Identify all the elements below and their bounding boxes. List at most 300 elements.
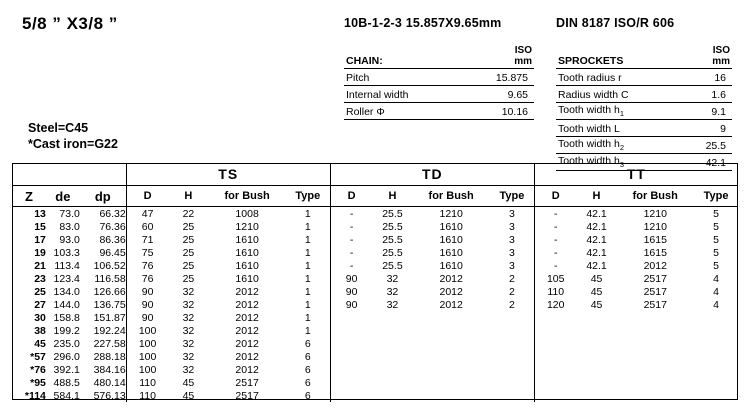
td-cell-type: 3	[508, 207, 515, 220]
col-header-td-h: H	[373, 186, 413, 207]
col-header-tt-bush: for Bush	[616, 186, 694, 207]
table-row	[12, 285, 738, 298]
cell-de: 488.5	[53, 376, 80, 389]
tt-cell-type: 5	[713, 259, 719, 272]
ts-cell-bush: 1610	[235, 233, 259, 246]
table-row	[12, 311, 738, 324]
ts-cell-bush: 2517	[235, 376, 259, 389]
cell-z: 25	[34, 285, 46, 298]
ts-cell-bush: 2012	[235, 324, 259, 337]
td-cell-bush: 1610	[439, 246, 463, 259]
td-cell-d	[330, 337, 372, 350]
sprocket-row-value: 9	[683, 120, 732, 137]
col-header-td-bush: for Bush	[412, 186, 490, 207]
tt-cell-bush: 2517	[643, 298, 667, 311]
tt-cell-d	[534, 376, 576, 389]
col-header-ts-h: H	[169, 186, 209, 207]
ts-cell-bush: 2012	[235, 285, 259, 298]
col-header-ts-bush: for Bush	[208, 186, 286, 207]
ts-cell-h: 22	[182, 207, 195, 220]
tt-cell-h: 45	[590, 298, 603, 311]
tt-cell-bush	[616, 363, 694, 376]
tt-cell-bush: 1210	[643, 220, 667, 233]
tt-cell-h: 42.1	[586, 246, 607, 259]
col-header-tt-d: D	[534, 186, 576, 207]
ts-cell-bush: 1610	[235, 246, 259, 259]
ts-cell-h: 25	[182, 220, 195, 233]
tt-cell-h: 42.1	[586, 259, 607, 272]
cell-z: *76	[30, 363, 46, 376]
group-header-ts: TS	[126, 163, 330, 186]
ts-cell-bush: 2012	[235, 363, 259, 376]
sprocket-row-value: 16	[683, 69, 732, 86]
td-cell-h: 25.5	[382, 259, 403, 272]
tt-cell-bush	[616, 376, 694, 389]
cell-dp: 66.32	[99, 207, 126, 220]
td-cell-h	[373, 389, 413, 402]
td-cell-type	[490, 376, 534, 389]
cell-z: 21	[34, 259, 46, 272]
ts-cell-type: 1	[304, 272, 311, 285]
cell-z: 38	[34, 324, 46, 337]
td-cell-h	[373, 311, 413, 324]
col-header-tt-h: H	[577, 186, 617, 207]
cell-de: 235.0	[53, 337, 80, 350]
cell-dp: 480.14	[93, 376, 126, 389]
table-row	[12, 259, 738, 272]
ts-cell-h: 32	[182, 285, 195, 298]
cell-z: *95	[30, 376, 46, 389]
chain-row-label: Pitch	[344, 69, 462, 86]
tt-cell-d	[534, 324, 576, 337]
tt-cell-type	[694, 324, 738, 337]
td-cell-type: 2	[508, 298, 515, 311]
tt-cell-h	[577, 337, 617, 350]
tt-cell-d: -	[534, 207, 576, 221]
td-cell-h: 25.5	[382, 207, 403, 220]
td-cell-h: 25.5	[382, 246, 403, 259]
col-header-td-type: Type	[490, 186, 534, 207]
td-cell-type	[490, 311, 534, 324]
tt-cell-h: 45	[590, 272, 603, 285]
td-cell-bush: 1610	[439, 220, 463, 233]
td-cell-h: 32	[386, 285, 399, 298]
td-cell-type: 3	[508, 233, 515, 246]
ts-cell-type: 1	[304, 233, 311, 246]
tt-cell-bush: 2012	[643, 259, 667, 272]
sprocket-spec-title: DIN 8187 ISO/R 606	[556, 16, 675, 30]
ts-cell-h: 32	[182, 337, 195, 350]
sprocket-spec-table	[556, 44, 732, 171]
cell-dp: 76.36	[99, 220, 126, 233]
tt-cell-type: 4	[713, 272, 719, 285]
td-cell-bush: 1610	[439, 259, 463, 272]
tt-cell-bush	[616, 350, 694, 363]
ts-cell-d: 76	[126, 259, 168, 272]
ts-cell-h: 32	[182, 311, 195, 324]
td-cell-h: 32	[386, 272, 399, 285]
tt-cell-bush	[616, 311, 694, 324]
tt-cell-bush	[616, 389, 694, 402]
td-cell-d: -	[330, 207, 372, 221]
cell-dp: 96.45	[99, 246, 126, 259]
ts-cell-type: 6	[304, 337, 311, 350]
ts-cell-h: 45	[182, 376, 195, 389]
col-header-dp: dp	[80, 186, 126, 207]
ts-cell-h: 45	[182, 389, 195, 402]
cell-de: 134.0	[53, 285, 80, 298]
sprocket-row-value: 42.1	[683, 154, 732, 171]
cell-dp: 192.24	[93, 324, 126, 337]
ts-cell-d: 75	[126, 246, 168, 259]
col-header-tt-type: Type	[694, 186, 738, 207]
td-cell-d	[330, 389, 372, 402]
td-cell-h	[373, 363, 413, 376]
col-header-ts-d: D	[126, 186, 168, 207]
td-cell-h	[373, 350, 413, 363]
cell-z: *114	[24, 389, 46, 402]
tt-cell-type: 5	[713, 233, 719, 246]
cell-dp: 227.58	[93, 337, 126, 350]
td-cell-d	[330, 363, 372, 376]
table-row	[12, 389, 738, 402]
cell-dp: 288.18	[93, 350, 126, 363]
cell-dp: 384.16	[93, 363, 126, 376]
td-cell-type: 3	[508, 246, 515, 259]
ts-cell-type: 1	[304, 311, 311, 324]
td-cell-d: 90	[330, 272, 372, 285]
ts-cell-type: 1	[304, 207, 311, 220]
chain-row	[344, 103, 534, 120]
ts-cell-d: 47	[126, 207, 168, 221]
tt-cell-bush: 2517	[643, 272, 667, 285]
td-cell-bush	[412, 337, 490, 350]
table-row	[12, 246, 738, 259]
td-cell-d: 90	[330, 298, 372, 311]
ts-cell-bush: 1008	[235, 207, 259, 220]
table-row	[12, 376, 738, 389]
ts-cell-type: 1	[304, 285, 311, 298]
tt-cell-bush	[616, 324, 694, 337]
ts-cell-h: 32	[182, 363, 195, 376]
tt-cell-type: 5	[713, 207, 719, 220]
material-line-2: *Cast iron=G22	[28, 137, 118, 151]
tt-cell-bush	[616, 337, 694, 350]
tt-cell-d: -	[534, 233, 576, 246]
ts-cell-d: 90	[126, 298, 168, 311]
cell-dp: 126.66	[93, 285, 126, 298]
ts-cell-h: 25	[182, 259, 195, 272]
ts-cell-d: 76	[126, 272, 168, 285]
ts-cell-d: 90	[126, 285, 168, 298]
tt-cell-h: 42.1	[586, 220, 607, 233]
tt-cell-type: 4	[713, 285, 719, 298]
ts-cell-bush: 2012	[235, 298, 259, 311]
cell-z: 13	[34, 207, 46, 220]
sprocket-row	[556, 137, 732, 154]
cell-de: 296.0	[53, 350, 80, 363]
td-cell-bush: 2012	[439, 298, 463, 311]
td-cell-bush	[412, 311, 490, 324]
tt-cell-h: 45	[590, 285, 603, 298]
td-cell-type	[490, 324, 534, 337]
sprocket-row-label: Tooth width $h_3$	[556, 154, 683, 171]
tt-cell-type	[694, 376, 738, 389]
group-header-row	[12, 163, 738, 186]
chain-row	[344, 69, 534, 86]
td-cell-d	[330, 376, 372, 389]
tt-cell-type: 4	[713, 298, 719, 311]
td-cell-type	[490, 389, 534, 402]
tt-cell-type: 5	[713, 220, 719, 233]
cell-dp: 136.75	[93, 298, 126, 311]
tt-cell-type	[694, 363, 738, 376]
ts-cell-bush: 2012	[235, 337, 259, 350]
cell-de: 73.0	[59, 207, 80, 220]
col-header-de: de	[46, 186, 80, 207]
tt-cell-h	[577, 311, 617, 324]
sprocket-row-label: Radius width C	[556, 86, 683, 103]
ts-cell-bush: 2012	[235, 311, 259, 324]
ts-cell-type: 6	[304, 389, 311, 402]
td-cell-bush	[412, 389, 490, 402]
cell-z: 30	[34, 311, 46, 324]
table-row	[12, 363, 738, 376]
cell-dp: 151.87	[93, 311, 126, 324]
td-cell-bush: 2012	[439, 285, 463, 298]
ts-cell-d: 100	[126, 324, 168, 337]
ts-cell-d: 60	[126, 220, 168, 233]
sprocket-row	[556, 86, 732, 103]
tt-cell-d: 110	[534, 285, 576, 298]
td-cell-h	[373, 337, 413, 350]
ts-cell-bush: 1210	[235, 220, 259, 233]
td-cell-type: 2	[508, 272, 515, 285]
td-cell-bush	[412, 324, 490, 337]
tt-cell-d	[534, 337, 576, 350]
ts-cell-type: 6	[304, 350, 311, 363]
ts-cell-bush: 2012	[235, 350, 259, 363]
tt-cell-h	[577, 324, 617, 337]
ts-cell-h: 32	[182, 350, 195, 363]
ts-cell-d: 110	[126, 376, 168, 389]
td-cell-h: 32	[386, 298, 399, 311]
tt-cell-bush: 1210	[643, 207, 667, 220]
sprocket-row-value: 9.1	[683, 103, 732, 120]
ts-cell-type: 1	[304, 298, 311, 311]
tt-cell-h	[577, 363, 617, 376]
td-cell-type: 3	[508, 220, 515, 233]
ts-cell-bush: 2517	[235, 389, 259, 402]
sprocket-unit-header: ISO mm	[683, 44, 732, 69]
td-cell-bush	[412, 350, 490, 363]
tt-cell-h	[577, 350, 617, 363]
td-cell-h	[373, 324, 413, 337]
td-cell-h: 25.5	[382, 220, 403, 233]
table-row	[12, 298, 738, 311]
sprocket-row	[556, 120, 732, 137]
td-cell-type: 3	[508, 259, 515, 272]
ts-cell-type: 6	[304, 363, 311, 376]
ts-cell-bush: 1610	[235, 272, 259, 285]
ts-cell-h: 25	[182, 233, 195, 246]
dimension-table	[12, 163, 738, 402]
cell-de: 144.0	[53, 298, 80, 311]
tt-cell-d	[534, 350, 576, 363]
td-cell-d	[330, 324, 372, 337]
chain-spec-table	[344, 44, 534, 120]
cell-de: 199.2	[53, 324, 80, 337]
tt-cell-d	[534, 363, 576, 376]
ts-cell-h: 25	[182, 246, 195, 259]
td-cell-d	[330, 311, 372, 324]
tt-cell-d	[534, 311, 576, 324]
ts-cell-type: 6	[304, 376, 311, 389]
td-cell-type	[490, 363, 534, 376]
ts-cell-d: 100	[126, 337, 168, 350]
chain-row	[344, 86, 534, 103]
sprocket-row-value: 1.6	[683, 86, 732, 103]
table-row	[12, 324, 738, 337]
td-cell-type: 2	[508, 285, 515, 298]
tt-cell-type: 5	[713, 246, 719, 259]
ts-cell-type: 1	[304, 259, 311, 272]
cell-dp: 106.52	[93, 259, 126, 272]
td-cell-type	[490, 337, 534, 350]
column-header-row	[12, 186, 738, 207]
cell-de: 93.0	[59, 233, 80, 246]
ts-cell-d: 110	[126, 389, 168, 402]
chain-row-value: 9.65	[462, 86, 534, 103]
sprocket-row-label: Tooth width L	[556, 120, 683, 137]
chain-section-label: CHAIN:	[344, 44, 462, 69]
material-notes	[28, 120, 118, 152]
sprocket-row-value: 25.5	[683, 137, 732, 154]
table-row	[12, 207, 738, 221]
tt-cell-h	[577, 389, 617, 402]
ts-cell-h: 32	[182, 324, 195, 337]
td-cell-bush: 2012	[439, 272, 463, 285]
cell-z: 27	[34, 298, 46, 311]
col-header-z: Z	[12, 186, 46, 207]
chain-spec-title: 10B-1-2-3 15.857X9.65mm	[344, 16, 502, 30]
table-row	[12, 272, 738, 285]
td-cell-bush: 1210	[439, 207, 463, 220]
cell-de: 83.0	[59, 220, 80, 233]
cell-de: 158.8	[53, 311, 80, 324]
col-header-td-d: D	[330, 186, 372, 207]
tt-cell-d: 120	[534, 298, 576, 311]
tt-cell-bush: 2517	[643, 285, 667, 298]
cell-dp: 576.13	[93, 389, 126, 402]
tt-cell-d: -	[534, 246, 576, 259]
cell-de: 113.4	[54, 259, 80, 272]
chain-unit-header: ISO mm	[462, 44, 534, 69]
tt-cell-type	[694, 350, 738, 363]
table-row	[12, 220, 738, 233]
cell-z: 17	[34, 233, 46, 246]
tt-cell-bush: 1615	[643, 233, 667, 246]
td-cell-bush	[412, 363, 490, 376]
cell-z: 15	[34, 220, 46, 233]
ts-cell-h: 25	[182, 272, 195, 285]
td-cell-d: -	[330, 259, 372, 272]
td-cell-d: -	[330, 233, 372, 246]
group-header-tt: TT	[534, 163, 738, 186]
td-cell-bush: 1610	[439, 233, 463, 246]
td-cell-d: -	[330, 246, 372, 259]
table-row	[12, 337, 738, 350]
tt-cell-type	[694, 311, 738, 324]
ts-cell-type: 1	[304, 220, 311, 233]
sprocket-row	[556, 69, 732, 86]
tt-cell-bush: 1615	[643, 246, 667, 259]
sprocket-section-label: SPROCKETS	[556, 44, 683, 69]
ts-cell-d: 71	[126, 233, 168, 246]
td-cell-d: -	[330, 220, 372, 233]
chain-row-value: 15.875	[462, 69, 534, 86]
td-cell-bush	[412, 376, 490, 389]
cell-z: 45	[34, 337, 46, 350]
ts-cell-d: 100	[126, 350, 168, 363]
ts-cell-bush: 1610	[235, 259, 259, 272]
chain-row-label: Internal width	[344, 86, 462, 103]
cell-z: *57	[30, 350, 46, 363]
ts-cell-d: 90	[126, 311, 168, 324]
sprocket-row	[556, 103, 732, 120]
cell-z: 23	[34, 272, 46, 285]
cell-dp: 116.58	[94, 272, 126, 285]
td-cell-type	[490, 350, 534, 363]
tt-cell-h: 42.1	[586, 233, 607, 246]
sprocket-row-label: Tooth radius r	[556, 69, 683, 86]
sprocket-row-label: Tooth width $h_2$	[556, 137, 683, 154]
cell-de: 584.1	[53, 389, 80, 402]
tt-cell-d: -	[534, 259, 576, 272]
tt-cell-d: -	[534, 220, 576, 233]
cell-z: 19	[34, 246, 46, 259]
ts-cell-d: 100	[126, 363, 168, 376]
cell-de: 392.1	[53, 363, 80, 376]
table-row	[12, 350, 738, 363]
td-cell-h: 25.5	[382, 233, 403, 246]
td-cell-d: 90	[330, 285, 372, 298]
material-line-1: Steel=C45	[28, 121, 89, 135]
tt-cell-h: 42.1	[586, 207, 607, 220]
tt-cell-h	[577, 376, 617, 389]
tt-cell-type	[694, 389, 738, 402]
chain-row-value: 10.16	[462, 103, 534, 120]
chain-row-label: Roller Φ	[344, 103, 462, 120]
tt-cell-type	[694, 337, 738, 350]
ts-cell-type: 1	[304, 324, 311, 337]
page-title: 5/8 ” X3/8 ”	[22, 14, 118, 33]
dimension-table-body	[12, 207, 738, 403]
td-cell-h	[373, 376, 413, 389]
group-header-td: TD	[330, 163, 534, 186]
table-row	[12, 233, 738, 246]
col-header-ts-type: Type	[286, 186, 330, 207]
ts-cell-type: 1	[304, 246, 311, 259]
cell-de: 123.4	[53, 272, 80, 285]
sprocket-row-label: Tooth width $h_1$	[556, 103, 683, 120]
ts-cell-h: 32	[182, 298, 195, 311]
cell-de: 103.3	[53, 246, 80, 259]
td-cell-d	[330, 350, 372, 363]
tt-cell-d	[534, 389, 576, 402]
tt-cell-d: 105	[534, 272, 576, 285]
cell-dp: 86.36	[99, 233, 126, 246]
